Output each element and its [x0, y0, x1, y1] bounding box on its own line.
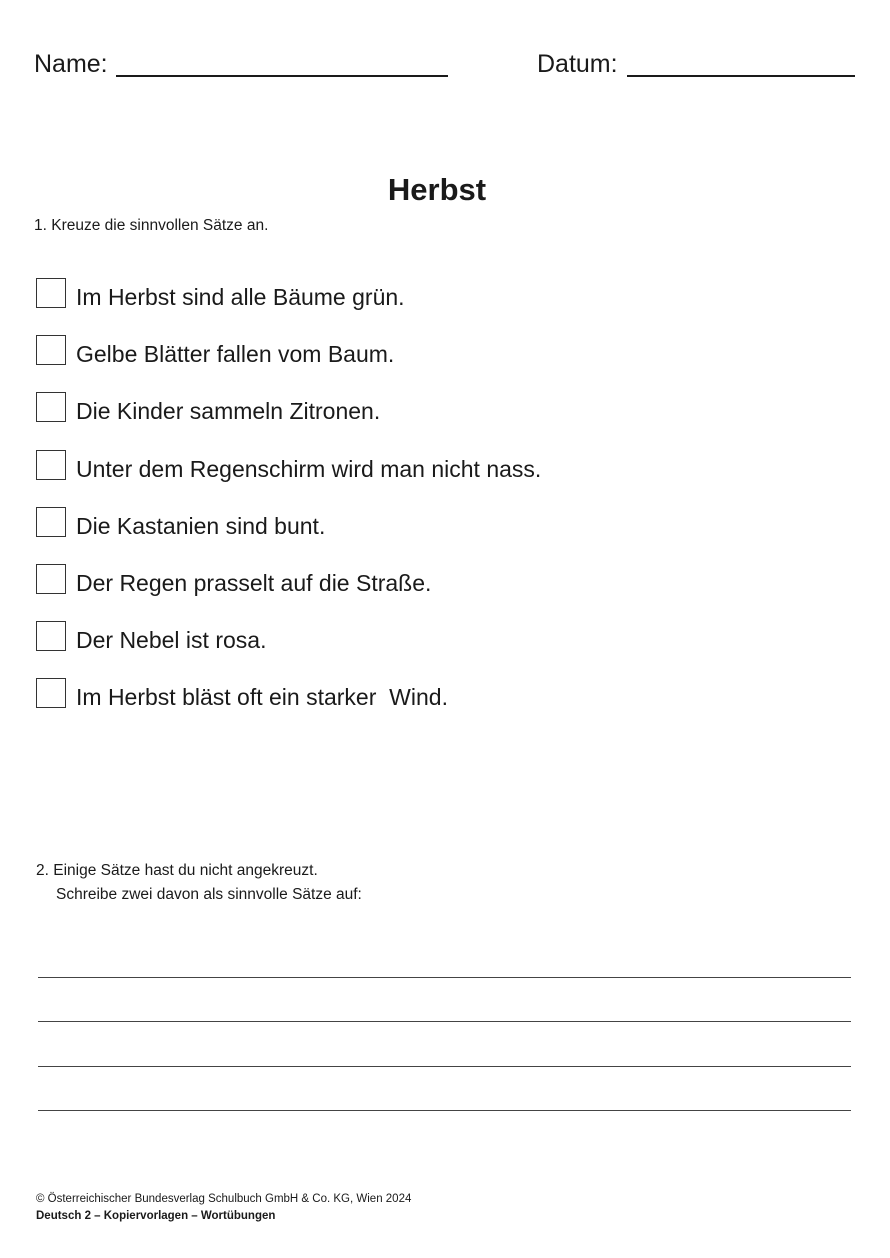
checkbox[interactable] [36, 678, 66, 708]
date-input-line[interactable] [627, 75, 855, 77]
answer-line[interactable] [38, 1021, 851, 1022]
task2-instruction: 2. Einige Sätze hast du nicht angekreuzt. [36, 862, 318, 879]
name-input-line[interactable] [116, 75, 448, 77]
item-text: Im Herbst bläst oft ein starker Wind. [76, 684, 448, 710]
checkbox[interactable] [36, 335, 66, 365]
item-text: Gelbe Blätter fallen vom Baum. [76, 341, 395, 367]
answer-line[interactable] [38, 1066, 851, 1067]
answer-line[interactable] [38, 1110, 851, 1111]
checkbox[interactable] [36, 278, 66, 308]
checkbox[interactable] [36, 392, 66, 422]
date-label: Datum: [537, 50, 618, 78]
task1-instruction: 1. Kreuze die sinnvollen Sätze an. [34, 217, 269, 234]
page-title: Herbst [387, 172, 487, 207]
name-label: Name: [34, 50, 108, 78]
item-text: Im Herbst sind alle Bäume grün. [76, 284, 405, 310]
item-text: Unter dem Regenschirm wird man nicht nass. [76, 456, 542, 482]
checkbox[interactable] [36, 507, 66, 537]
item-text: Die Kinder sammeln Zitronen. [76, 398, 381, 424]
task2-instruction-sub: Schreibe zwei davon als sinnvolle Sätze auf: [56, 886, 362, 903]
checkbox[interactable] [36, 564, 66, 594]
item-text: Der Nebel ist rosa. [76, 627, 267, 653]
item-text: Der Regen prasselt auf die Straße. [76, 570, 432, 596]
checkbox[interactable] [36, 450, 66, 480]
answer-line[interactable] [38, 977, 851, 978]
footer-series: Deutsch 2 – Kopiervorlagen – Wortübungen [36, 1210, 276, 1222]
footer-copyright: © Österreichischer Bundesverlag Schulbuch GmbH & Co. KG, Wien 2024 [36, 1193, 412, 1205]
item-text: Die Kastanien sind bunt. [76, 513, 326, 539]
checkbox[interactable] [36, 621, 66, 651]
